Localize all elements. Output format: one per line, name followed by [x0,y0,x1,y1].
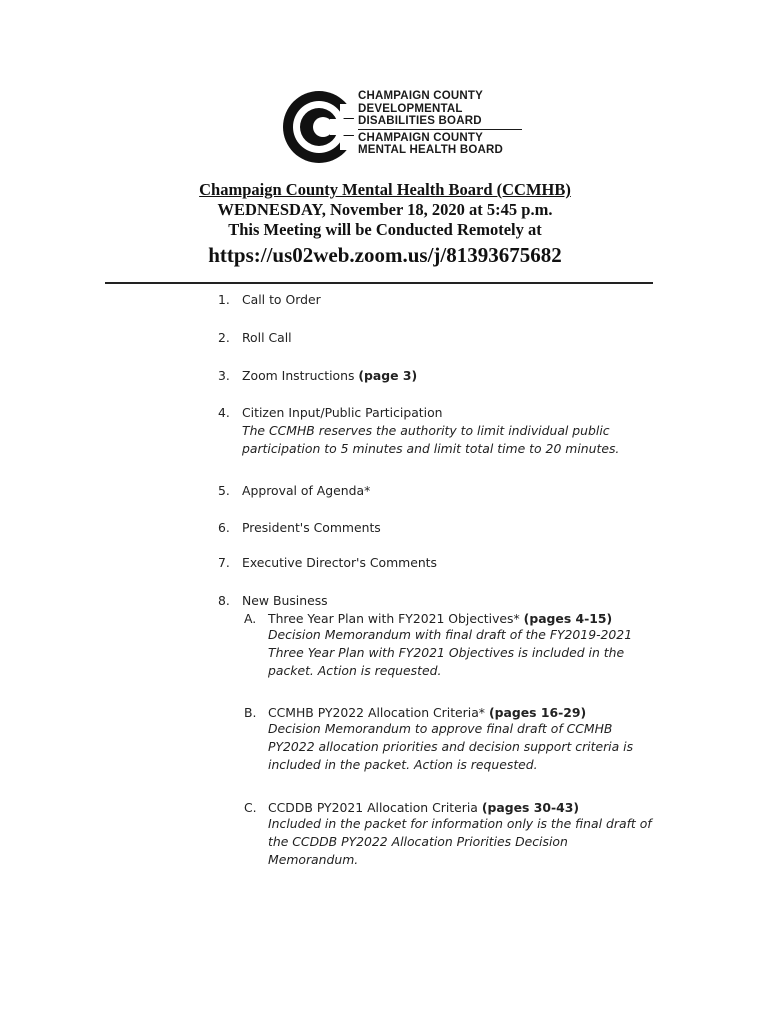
sub-text: CCDDB PY2021 Allocation Criteria [268,800,478,815]
item-text: Zoom Instructions [242,368,355,383]
meeting-date: WEDNESDAY, November 18, 2020 at 5:45 p.m. [217,200,553,219]
item-number: 6. [218,520,230,535]
item-number: 4. [218,405,230,420]
agenda-item [218,520,381,535]
note-line: Decision Memorandum to approve final draft of CCMHB [268,721,613,736]
logo-text [358,90,522,157]
logo-divider [358,129,522,130]
item-number: 7. [218,555,230,570]
note-line: Memorandum. [268,852,359,867]
item-text: Approval of Agenda* [242,483,371,498]
agenda-item [218,330,292,345]
agenda-item [218,555,437,570]
agenda-item [218,368,417,383]
logo-line: DEVELOPMENTAL [358,102,463,115]
item-text: Call to Order [242,292,321,307]
logo-line: CHAMPAIGN COUNTY [358,90,484,102]
logo-line: MENTAL HEALTH BOARD [358,144,503,156]
remote-notice: This Meeting will be Conducted Remotely at [228,220,542,239]
meeting-header [0,180,770,268]
sub-body [268,705,668,774]
note-line: packet. Action is requested. [268,663,442,678]
agenda-item [218,292,321,307]
item-number: 8. [218,593,230,608]
item-text: New Business [242,593,328,608]
sub-item [244,611,664,678]
zoom-link[interactable]: https://us02web.zoom.us/j/81393675682 [208,243,562,267]
note-line: included in the packet. Action is requested. [268,757,538,772]
sub-item [244,800,664,867]
agenda-item [218,483,370,498]
item-text: Executive Director's Comments [242,555,438,570]
header-divider [105,282,653,284]
page-ref: (pages 4-15) [523,611,613,626]
item-number: 3. [218,368,230,383]
note-line: the CCDDB PY2022 Allocation Priorities Decision [268,834,568,849]
item-note [268,720,668,774]
item-note [268,815,668,869]
logo-line: CHAMPAIGN COUNTY [358,131,484,144]
note-line: Included in the packet for information only is the final draft of [268,816,652,831]
sub-letter: A. [244,611,257,626]
note-line: participation to 5 minutes and limit total time to 20 minutes. [242,441,620,456]
item-text: Citizen Input/Public Participation [242,405,443,420]
note-line: Three Year Plan with FY2021 Objectives is included in the [268,645,625,660]
sub-letter: C. [244,800,257,815]
item-number: 5. [218,483,230,498]
sub-item [244,705,664,772]
item-text: Roll Call [242,330,292,345]
meeting-title: Champaign County Mental Health Board (CCMHB) [199,180,571,199]
page-ref: (pages 16-29) [488,705,587,720]
sub-text: Three Year Plan with FY2021 Objectives* [268,611,520,626]
note-line: The CCMHB reserves the authority to limit individual public [242,423,610,438]
agenda-item [218,593,328,608]
agenda-item [218,405,619,458]
cc-logo-icon [282,88,356,166]
sub-letter: B. [244,705,257,720]
page-ref: (pages 30-43) [481,800,579,815]
item-number: 1. [218,292,230,307]
item-note [268,626,668,680]
logo-line: DISABILITIES BOARD [358,115,482,127]
item-note [242,422,619,458]
sub-body [268,611,668,680]
sub-text: CCMHB PY2022 Allocation Criteria* [268,705,486,720]
note-line: Decision Memorandum with final draft of the FY2019-2021 [268,627,633,642]
board-logo [282,88,527,168]
sub-body [268,800,668,869]
note-line: PY2022 allocation priorities and decision support criteria is [268,739,634,754]
item-number: 2. [218,330,230,345]
item-text: President's Comments [242,520,381,535]
page-ref: (page 3) [358,368,418,383]
